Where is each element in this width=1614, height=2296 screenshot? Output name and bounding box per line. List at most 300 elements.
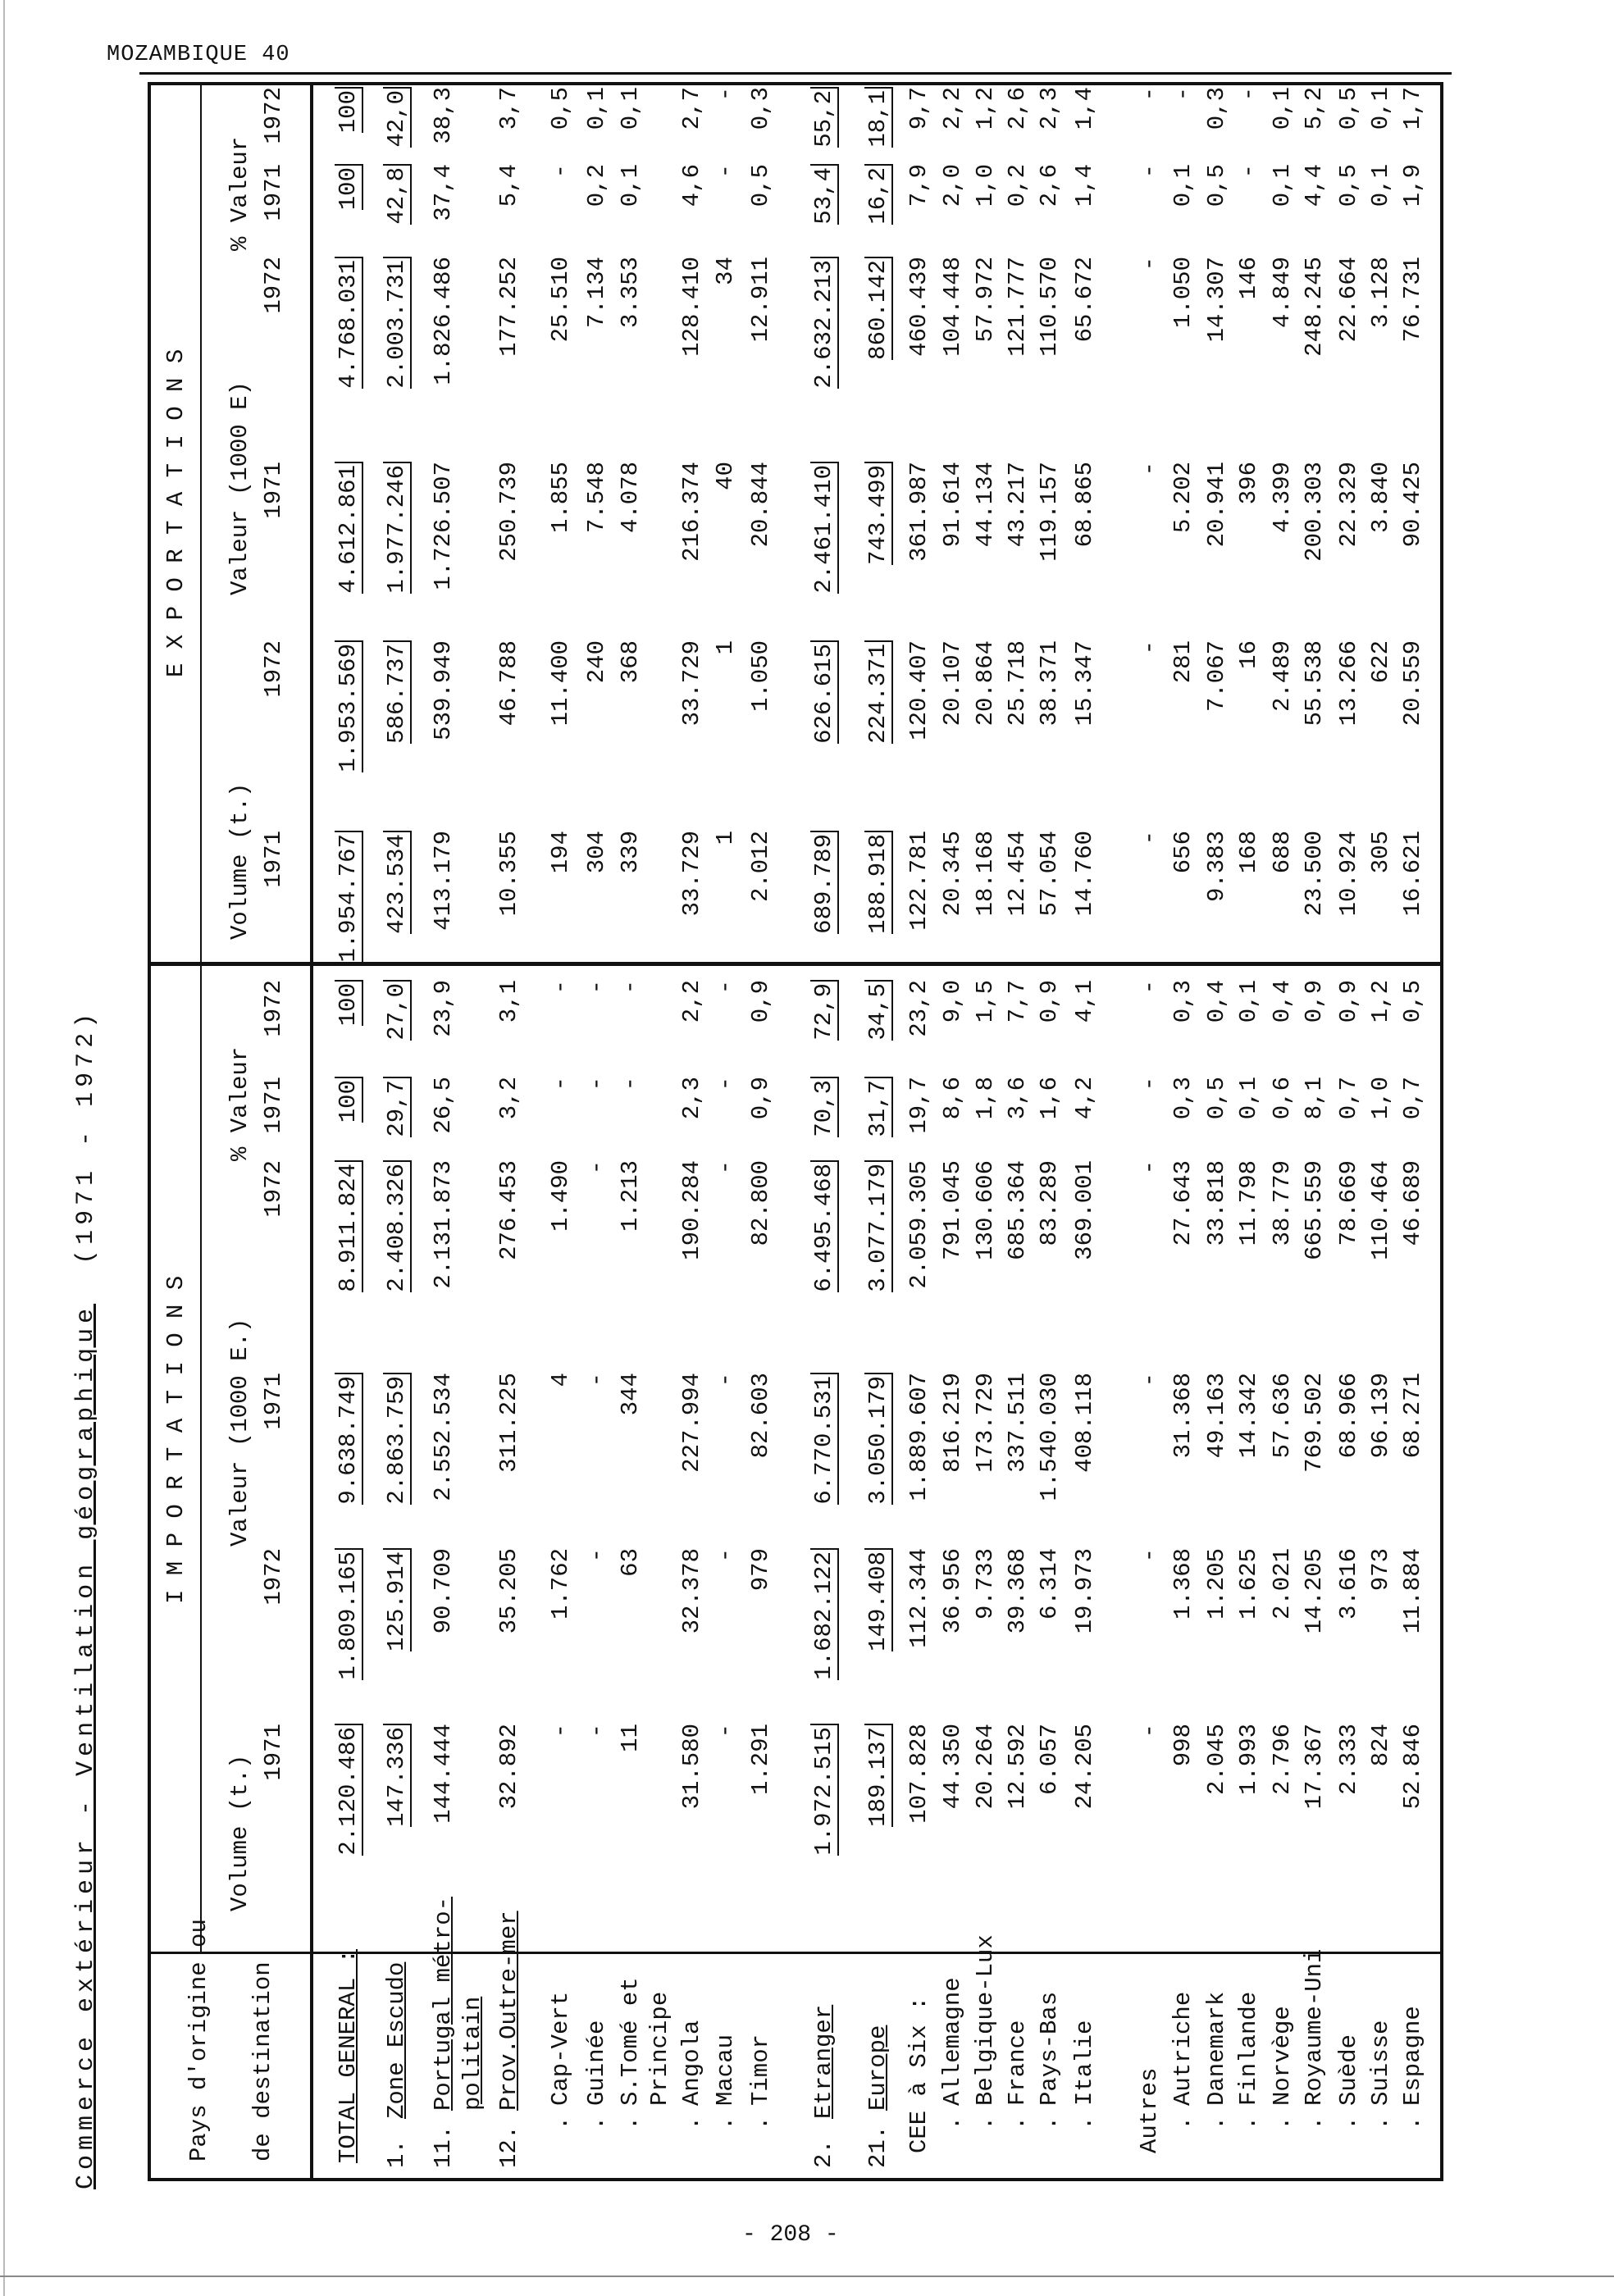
value-text: 12.454 — [1004, 831, 1031, 917]
value-cell — [1234, 1548, 1264, 1712]
value-cell — [429, 980, 458, 1144]
value-text: 8,6 — [939, 1077, 966, 1120]
value-cell — [711, 980, 741, 1144]
value-text: 16 — [1235, 640, 1262, 669]
value-text: 2.059.305 — [905, 1160, 932, 1289]
value-text: 194 — [547, 831, 574, 874]
value-text: 19,7 — [905, 1077, 932, 1134]
row-label: Autriche — [1169, 1991, 1197, 2106]
value-text: 100 — [335, 980, 363, 1026]
row-label: Guinée — [583, 2020, 610, 2106]
row-label: Pays-Bas — [1036, 1991, 1063, 2106]
value-text: - — [1136, 1548, 1163, 1563]
value-cell — [429, 831, 458, 995]
year-header: 1972 — [260, 257, 287, 314]
value-text: 0,2 — [583, 164, 610, 207]
value-text: 20.941 — [1203, 462, 1230, 548]
value-text: - — [712, 980, 739, 995]
value-cell — [1003, 462, 1033, 626]
value-text: - — [547, 1077, 574, 1091]
value-cell — [1366, 640, 1396, 804]
value-text: 539.949 — [430, 640, 457, 740]
value-text: 23,9 — [430, 980, 457, 1037]
row-label: Prov.Outre-mer — [495, 1911, 522, 2111]
value-text: 57.054 — [1036, 831, 1063, 917]
value-text: 3.616 — [1335, 1548, 1362, 1620]
value-text: 4,6 — [678, 164, 705, 207]
value-text: 1,0 — [1367, 1077, 1394, 1120]
row-label: Timor — [747, 2034, 774, 2106]
row-label: Finlande — [1235, 1991, 1262, 2106]
value-cell — [864, 640, 893, 804]
value-text: 2,0 — [939, 164, 966, 207]
country-header-line1: Pays d'origine ou — [185, 1919, 212, 2162]
value-text: 16,2 — [864, 164, 893, 225]
value-cell — [582, 1548, 612, 1712]
imports-volume-header: Volume (t.) — [226, 1754, 253, 1911]
value-cell — [905, 831, 934, 995]
year-header: 1972 — [260, 1160, 287, 1218]
value-text: 276.453 — [495, 1160, 522, 1260]
value-text: 1.809.165 — [335, 1548, 363, 1680]
value-cell — [1035, 87, 1065, 251]
value-cell — [382, 1724, 412, 1888]
row-label: S.Tomé et — [617, 1977, 644, 2106]
value-cell — [864, 980, 893, 1144]
value-text: 622 — [1367, 640, 1394, 684]
value-cell — [1334, 980, 1364, 1144]
value-cell — [429, 1548, 458, 1712]
value-text: - — [1136, 257, 1163, 271]
page-bottom-rule — [0, 2276, 1614, 2277]
value-text: 0,3 — [747, 87, 774, 130]
value-text: - — [1136, 164, 1163, 179]
row-number: . — [583, 2116, 610, 2130]
value-text: 460.439 — [905, 257, 932, 357]
value-cell — [809, 980, 839, 1144]
value-text: 23,2 — [905, 980, 932, 1037]
value-text: 147.336 — [383, 1724, 412, 1827]
value-text: 0,4 — [1269, 980, 1296, 1023]
value-text: 973 — [1367, 1548, 1394, 1592]
value-text: - — [712, 1160, 739, 1175]
value-text: 144.444 — [430, 1724, 457, 1824]
year-header: 1971 — [260, 462, 287, 519]
value-text: 72,9 — [810, 980, 839, 1041]
value-text: 100 — [335, 87, 363, 133]
value-cell — [495, 1548, 524, 1712]
value-cell — [582, 87, 612, 251]
value-text: 100 — [335, 1077, 363, 1123]
value-cell — [1135, 1724, 1165, 1888]
value-cell — [809, 1724, 839, 1888]
value-cell — [1169, 1548, 1198, 1712]
value-cell — [1268, 1548, 1297, 1712]
value-text: 9.638.749 — [335, 1373, 363, 1505]
value-text: 32.378 — [678, 1548, 705, 1634]
value-cell — [1003, 1373, 1033, 1537]
imports-header: I M P O R T A T I O N S — [162, 1275, 189, 1604]
value-text: 396 — [1235, 462, 1262, 505]
exports-value-header: Valeur (1000 E) — [226, 380, 253, 595]
value-text: - — [583, 1373, 610, 1387]
row-label: Allemagne — [939, 1977, 966, 2106]
value-text: 168 — [1235, 831, 1262, 874]
value-cell — [711, 1724, 741, 1888]
header-rule — [139, 72, 1452, 75]
value-cell — [429, 462, 458, 626]
value-text: 1.889.607 — [905, 1373, 932, 1501]
value-text: 0,4 — [1203, 980, 1230, 1023]
value-cell — [1366, 1548, 1396, 1712]
row-label: Belgique-Lux — [972, 1934, 999, 2106]
value-text: 25.718 — [1004, 640, 1031, 727]
value-text: 423.534 — [383, 831, 412, 934]
value-text: 369.001 — [1071, 1160, 1098, 1260]
value-cell — [1398, 462, 1428, 626]
value-text: 3,6 — [1004, 1077, 1031, 1120]
value-text: 27,0 — [383, 980, 412, 1041]
value-text: 5,2 — [1301, 87, 1328, 130]
value-text: 626.615 — [810, 640, 839, 744]
value-cell — [864, 831, 893, 995]
value-cell — [864, 87, 893, 251]
value-text: 1.726.507 — [430, 462, 457, 590]
value-text: 2.489 — [1269, 640, 1296, 713]
value-text: 2.333 — [1335, 1724, 1362, 1796]
row-number: . — [939, 2116, 966, 2130]
value-cell — [1398, 980, 1428, 1144]
row-number: . — [1301, 2116, 1328, 2130]
exports-volume-header: Volume (t.) — [226, 782, 253, 940]
value-text: 0,9 — [747, 980, 774, 1023]
value-text: 281 — [1169, 640, 1197, 684]
value-text: 70,3 — [810, 1077, 839, 1137]
value-text: 2.796 — [1269, 1724, 1296, 1796]
value-text: 33.729 — [678, 640, 705, 727]
value-text: 1.682.122 — [810, 1548, 839, 1680]
value-cell — [582, 640, 612, 804]
value-text: 12.911 — [747, 257, 774, 343]
year-header: 1971 — [260, 1724, 287, 1781]
value-text: 27.643 — [1169, 1160, 1197, 1246]
value-cell — [495, 640, 524, 804]
value-text: 3,7 — [495, 87, 522, 130]
scan-edge-line — [3, 0, 5, 2296]
value-text: 14.342 — [1235, 1373, 1262, 1459]
value-text: - — [1136, 1077, 1163, 1091]
value-text: 0,5 — [1203, 1077, 1230, 1120]
value-text: 1.762 — [547, 1548, 574, 1620]
value-cell — [616, 1373, 645, 1537]
value-cell — [334, 1373, 363, 1537]
value-text: 82.800 — [747, 1160, 774, 1246]
value-cell — [1366, 980, 1396, 1144]
value-cell — [546, 831, 576, 995]
row-label: Angola — [678, 2020, 705, 2106]
value-text: 1.953.569 — [335, 640, 363, 772]
value-cell — [938, 462, 968, 626]
value-text: 1 — [712, 831, 739, 845]
value-text: 76.731 — [1399, 257, 1426, 343]
value-cell — [1035, 831, 1065, 995]
value-text: 0,1 — [617, 164, 644, 207]
value-cell — [1300, 1548, 1329, 1712]
value-text: 20.345 — [939, 831, 966, 917]
value-text: 0,5 — [747, 164, 774, 207]
value-cell — [1268, 1724, 1297, 1888]
row-label: Macau — [712, 2034, 739, 2106]
page-header: MOZAMBIQUE 40 — [107, 43, 290, 67]
value-cell — [1003, 980, 1033, 1144]
value-text: 36.956 — [939, 1548, 966, 1634]
value-cell — [1234, 1373, 1264, 1537]
year-header: 1972 — [260, 1548, 287, 1606]
value-cell — [546, 87, 576, 251]
year-header: 1972 — [260, 87, 287, 144]
value-cell — [1234, 980, 1264, 1144]
value-cell — [677, 831, 707, 995]
value-cell — [971, 1548, 1001, 1712]
value-text: 104.448 — [939, 257, 966, 357]
value-text: - — [712, 1724, 739, 1738]
value-text: 0,9 — [1036, 980, 1063, 1023]
value-text: 586.737 — [383, 640, 412, 744]
value-cell — [382, 462, 412, 626]
value-text: - — [1169, 87, 1197, 102]
value-text: 6.495.468 — [810, 1160, 839, 1292]
value-cell — [1070, 980, 1100, 1144]
value-text: 1 — [712, 640, 739, 655]
value-text: 689.789 — [810, 831, 839, 934]
row-label: Autres — [1136, 2067, 1163, 2153]
value-cell — [546, 640, 576, 804]
value-text: 2.045 — [1203, 1724, 1230, 1796]
row-label: CEE à Six : — [905, 1996, 932, 2153]
value-text: 3.050.179 — [864, 1373, 893, 1505]
value-text: - — [1136, 1373, 1163, 1387]
value-cell — [1003, 640, 1033, 804]
value-cell — [1135, 1548, 1165, 1712]
value-text: - — [712, 87, 739, 102]
value-text: 14.307 — [1203, 257, 1230, 343]
value-text: 11.798 — [1235, 1160, 1262, 1246]
value-text: 11.400 — [547, 640, 574, 727]
value-text: 40 — [712, 462, 739, 490]
value-cell — [1300, 1373, 1329, 1537]
value-text: 1,2 — [972, 87, 999, 130]
value-text: 1,4 — [1071, 164, 1098, 207]
value-text: 665.559 — [1301, 1160, 1328, 1260]
value-cell — [1268, 640, 1297, 804]
value-text: 120.407 — [905, 640, 932, 740]
value-text: 2.012 — [747, 831, 774, 903]
value-text: 14.760 — [1071, 831, 1098, 917]
value-text: - — [712, 1548, 739, 1563]
value-text: 119.157 — [1036, 462, 1063, 562]
value-text: 9.383 — [1203, 831, 1230, 903]
row-label: politain — [459, 1996, 486, 2111]
value-text: - — [1136, 1160, 1163, 1175]
row-label: Zone Escudo — [383, 1961, 410, 2119]
value-cell — [1398, 1373, 1428, 1537]
value-text: 0,2 — [1004, 164, 1031, 207]
value-text: 9.733 — [972, 1548, 999, 1620]
value-cell — [1169, 640, 1198, 804]
rotated-table-group — [66, 82, 1443, 2189]
value-cell — [971, 640, 1001, 804]
value-text: 20.844 — [747, 462, 774, 548]
value-cell — [938, 831, 968, 995]
value-text: 1.625 — [1235, 1548, 1262, 1620]
table-title — [72, 1009, 100, 2189]
value-cell — [429, 87, 458, 251]
value-text: 0,1 — [1367, 87, 1394, 130]
value-text: 0,9 — [1335, 980, 1362, 1023]
value-text: 769.502 — [1301, 1373, 1328, 1473]
value-cell — [1135, 831, 1165, 995]
value-text: - — [583, 1724, 610, 1738]
value-cell — [711, 87, 741, 251]
value-text: 3.128 — [1367, 257, 1394, 329]
value-cell — [1202, 1724, 1232, 1888]
value-text: 0,5 — [1335, 87, 1362, 130]
value-cell — [546, 980, 576, 1144]
value-text: 68.865 — [1071, 462, 1098, 548]
value-text: 2.461.410 — [810, 462, 839, 594]
value-cell — [938, 1373, 968, 1537]
value-cell — [1300, 462, 1329, 626]
value-cell — [746, 462, 776, 626]
value-text: 216.374 — [678, 462, 705, 562]
value-cell — [495, 462, 524, 626]
value-cell — [429, 1724, 458, 1888]
value-cell — [1169, 87, 1198, 251]
value-text: 368 — [617, 640, 644, 684]
value-cell — [546, 462, 576, 626]
value-text: 2,2 — [939, 87, 966, 130]
value-text: 2,3 — [678, 1077, 705, 1120]
value-text: 43.217 — [1004, 462, 1031, 548]
row-number: . — [1367, 2116, 1394, 2130]
value-text: 2,6 — [1036, 164, 1063, 207]
value-cell — [1398, 831, 1428, 995]
value-cell — [1268, 1373, 1297, 1537]
value-cell — [864, 1548, 893, 1712]
value-text: - — [712, 1077, 739, 1091]
value-text: 20.264 — [972, 1724, 999, 1810]
value-text: 0,1 — [1235, 1077, 1262, 1120]
value-text: 82.603 — [747, 1373, 774, 1459]
value-cell — [616, 462, 645, 626]
value-text: 0,1 — [617, 87, 644, 130]
value-text: 4,1 — [1071, 980, 1098, 1023]
value-cell — [334, 87, 363, 251]
value-text: 91.614 — [939, 462, 966, 548]
row-number: . — [1235, 2116, 1262, 2130]
value-text: 1.490 — [547, 1160, 574, 1232]
value-text: 90.709 — [430, 1548, 457, 1634]
value-text: 26,5 — [430, 1077, 457, 1134]
value-cell — [1202, 87, 1232, 251]
value-text: 83.289 — [1036, 1160, 1063, 1246]
imports-pct-header: % Valeur — [226, 1046, 253, 1161]
year-header: 1972 — [260, 980, 287, 1037]
value-cell — [1334, 1373, 1364, 1537]
value-cell — [1234, 462, 1264, 626]
value-cell — [677, 640, 707, 804]
value-cell — [677, 1724, 707, 1888]
value-cell — [746, 1724, 776, 1888]
value-cell — [971, 1373, 1001, 1537]
value-text: 7,7 — [1004, 980, 1031, 1023]
year-header: 1971 — [260, 1077, 287, 1134]
value-cell — [971, 831, 1001, 995]
value-cell — [582, 1373, 612, 1537]
row-number: . — [1399, 2116, 1426, 2130]
value-text: - — [1136, 1724, 1163, 1738]
value-cell — [1003, 831, 1033, 995]
value-text: - — [583, 980, 610, 995]
value-cell — [1334, 462, 1364, 626]
value-text: 1.972.515 — [810, 1724, 839, 1856]
value-cell — [1300, 831, 1329, 995]
value-cell — [1234, 1724, 1264, 1888]
value-text: 2.131.873 — [430, 1160, 457, 1289]
value-text: 7.067 — [1203, 640, 1230, 713]
value-text: 0,1 — [1269, 87, 1296, 130]
value-cell — [971, 1724, 1001, 1888]
value-text: 408.118 — [1071, 1373, 1098, 1473]
value-text: 78.669 — [1335, 1160, 1362, 1246]
value-cell — [1169, 462, 1198, 626]
value-text: 688 — [1269, 831, 1296, 874]
value-text: 53,4 — [810, 164, 839, 225]
value-text: 1.826.486 — [430, 257, 457, 385]
value-cell — [495, 1373, 524, 1537]
value-cell — [1035, 640, 1065, 804]
value-cell — [429, 640, 458, 804]
value-cell — [1035, 1724, 1065, 1888]
value-text: 685.364 — [1004, 1160, 1031, 1260]
value-cell — [1366, 831, 1396, 995]
value-cell — [546, 1724, 576, 1888]
value-text: 7.134 — [583, 257, 610, 329]
value-cell — [1268, 462, 1297, 626]
value-text: 998 — [1169, 1724, 1197, 1767]
value-cell — [1169, 980, 1198, 1144]
value-text: 146 — [1235, 257, 1262, 300]
row-label: Portugal métro- — [430, 1896, 457, 2111]
value-text: - — [547, 164, 574, 179]
value-text: 63 — [617, 1548, 644, 1577]
value-cell — [711, 1373, 741, 1537]
value-cell — [1398, 87, 1428, 251]
value-text: 110.570 — [1036, 257, 1063, 357]
value-text: 4,4 — [1301, 164, 1328, 207]
value-text: 20.864 — [972, 640, 999, 727]
value-cell — [864, 462, 893, 626]
value-cell — [905, 462, 934, 626]
row-label: Principe — [646, 1991, 673, 2106]
value-text: 31.368 — [1169, 1373, 1197, 1459]
row-number: . — [1269, 2116, 1296, 2130]
value-text: 339 — [617, 831, 644, 874]
value-text: 68.271 — [1399, 1373, 1426, 1459]
value-text: 122.781 — [905, 831, 932, 931]
value-cell — [746, 831, 776, 995]
value-text: 2,3 — [1036, 87, 1063, 130]
